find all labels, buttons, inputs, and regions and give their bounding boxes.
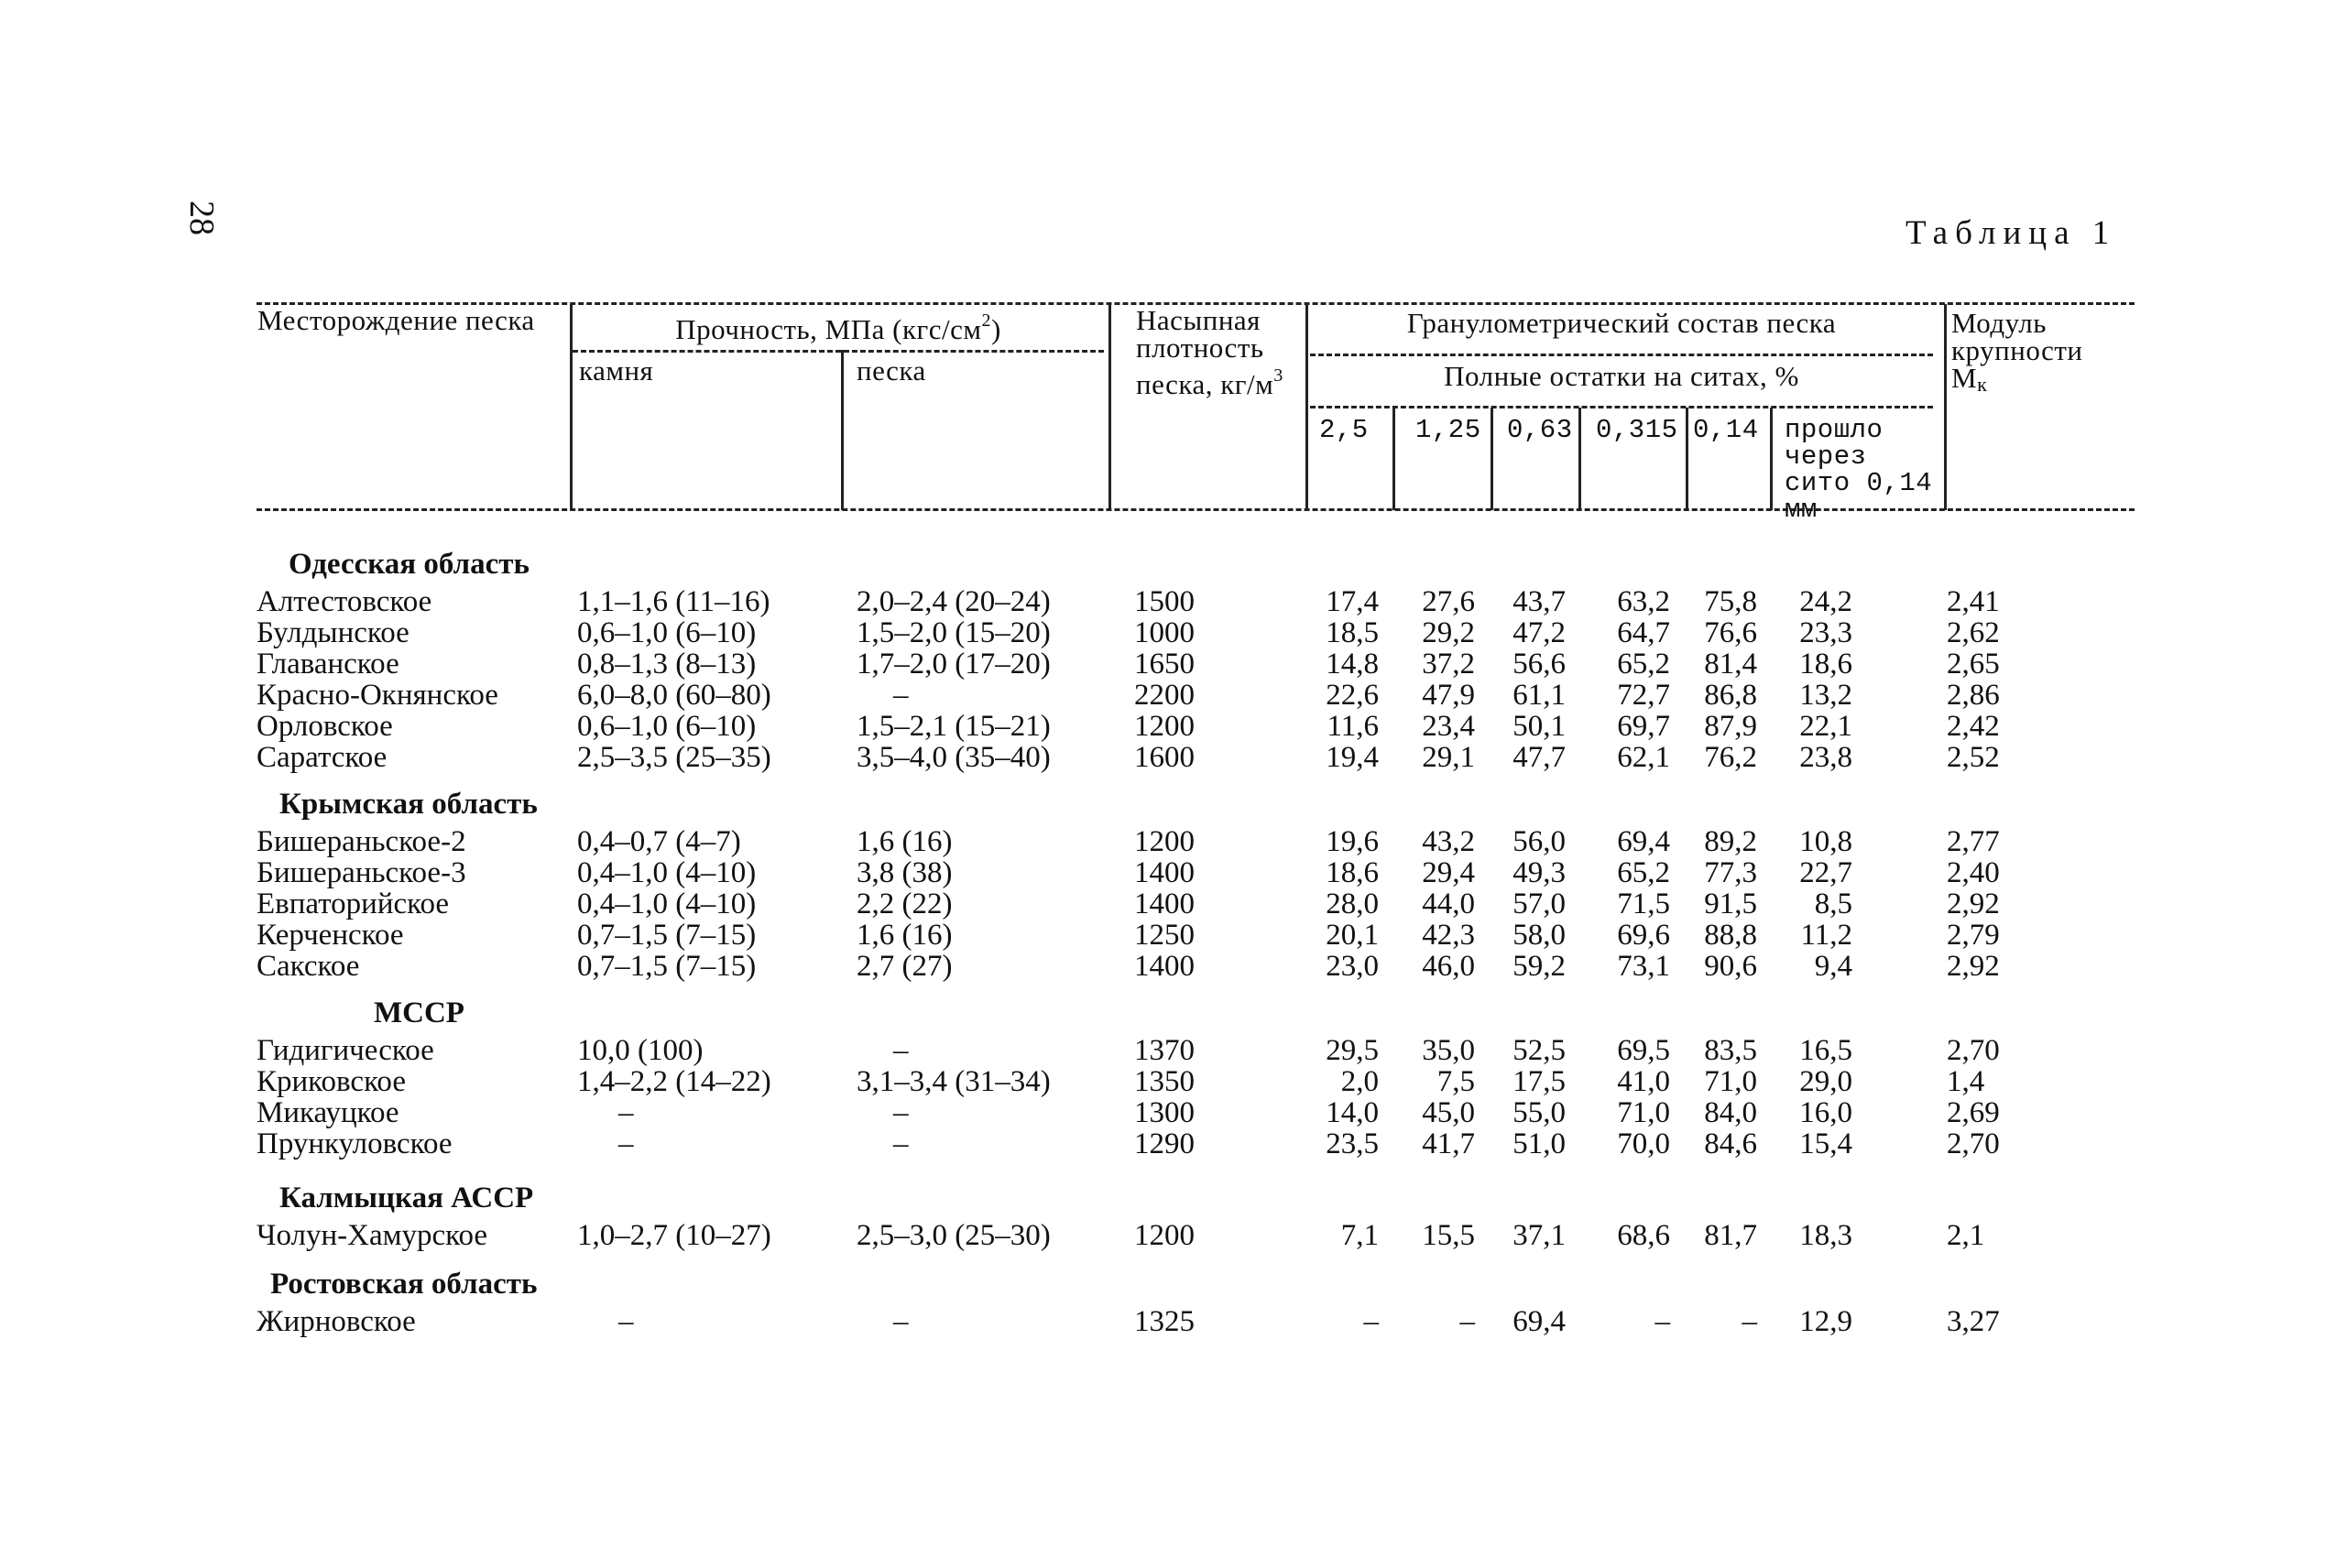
cell-s0315: 65,2 xyxy=(1617,648,1670,681)
cell-s063: 47,7 xyxy=(1512,741,1566,774)
header-sieve-1-25: 1,25 xyxy=(1415,415,1481,445)
cell-density: 1500 xyxy=(1134,585,1195,618)
cell-name: Бишераньское-2 xyxy=(257,825,466,858)
header-deposit: Месторождение песка xyxy=(257,304,535,336)
cell-name: Бишераньское-3 xyxy=(257,856,466,889)
cell-s125: 37,2 xyxy=(1422,648,1475,681)
cell-s063: 52,5 xyxy=(1512,1034,1566,1067)
cell-stone: 0,4–1,0 (4–10) xyxy=(577,856,757,889)
cell-s014: – xyxy=(1742,1305,1757,1338)
cell-stone: 6,0–8,0 (60–80) xyxy=(577,679,771,712)
cell-stone: 10,0 (100) xyxy=(577,1034,704,1067)
cell-mk: 2,86 xyxy=(1947,679,2000,712)
cell-name: Прункуловское xyxy=(257,1127,453,1160)
cell-name: Гидигическое xyxy=(257,1034,434,1067)
cell-s0315: 73,1 xyxy=(1617,950,1670,983)
cell-s063: 56,6 xyxy=(1512,648,1566,681)
cell-passed: 23,8 xyxy=(1799,741,1852,774)
cell-s0315: 69,7 xyxy=(1617,710,1670,743)
cell-stone: 0,7–1,5 (7–15) xyxy=(577,950,757,983)
cell-sand: 1,7–2,0 (17–20) xyxy=(857,648,1051,681)
cell-s125: 46,0 xyxy=(1422,950,1475,983)
cell-density: 1200 xyxy=(1134,710,1195,743)
cell-sand: 3,5–4,0 (35–40) xyxy=(857,741,1051,774)
header-sand: песка xyxy=(857,354,926,387)
cell-s014: 86,8 xyxy=(1704,679,1757,712)
cell-density: 1600 xyxy=(1134,741,1195,774)
cell-s25: 18,6 xyxy=(1326,856,1379,889)
cell-s25: 19,6 xyxy=(1326,825,1379,858)
cell-s25: 18,5 xyxy=(1326,616,1379,649)
cell-name: Криковское xyxy=(257,1065,406,1098)
cell-s125: 43,2 xyxy=(1422,825,1475,858)
cell-sand: – xyxy=(893,1127,909,1160)
cell-s125: 15,5 xyxy=(1422,1219,1475,1252)
cell-s125: 29,2 xyxy=(1422,616,1475,649)
header-sieve-0-14: 0,14 xyxy=(1693,415,1759,445)
cell-sand: – xyxy=(893,679,909,712)
cell-s063: 50,1 xyxy=(1512,710,1566,743)
cell-s25: 7,1 xyxy=(1340,1219,1379,1252)
cell-density: 1000 xyxy=(1134,616,1195,649)
cell-passed: 12,9 xyxy=(1799,1305,1852,1338)
cell-name: Сакское xyxy=(257,950,360,983)
cell-s125: 29,4 xyxy=(1422,856,1475,889)
cell-sand: 2,5–3,0 (25–30) xyxy=(857,1219,1051,1252)
cell-s0315: 68,6 xyxy=(1617,1219,1670,1252)
header-granulometric: Гранулометрический состав песка xyxy=(1406,307,1837,339)
cell-density: 1250 xyxy=(1134,919,1195,952)
cell-s014: 87,9 xyxy=(1704,710,1757,743)
cell-stone: 0,4–1,0 (4–10) xyxy=(577,887,757,920)
cell-mk: 2,70 xyxy=(1947,1034,2000,1067)
cell-s25: 14,0 xyxy=(1326,1096,1379,1129)
cell-density: 1370 xyxy=(1134,1034,1195,1067)
cell-density: 1200 xyxy=(1134,825,1195,858)
cell-s063: 37,1 xyxy=(1512,1219,1566,1252)
cell-name: Алтестовское xyxy=(257,585,432,618)
cell-s014: 91,5 xyxy=(1704,887,1757,920)
cell-s25: 22,6 xyxy=(1326,679,1379,712)
cell-passed: 23,3 xyxy=(1799,616,1852,649)
cell-s014: 77,3 xyxy=(1704,856,1757,889)
cell-s125: 29,1 xyxy=(1422,741,1475,774)
cell-sand: 2,7 (27) xyxy=(857,950,953,983)
cell-s125: 42,3 xyxy=(1422,919,1475,952)
cell-name: Орловское xyxy=(257,710,393,743)
cell-s063: 56,0 xyxy=(1512,825,1566,858)
cell-mk: 1,4 xyxy=(1947,1065,1985,1098)
cell-passed: 15,4 xyxy=(1799,1127,1852,1160)
cell-mk: 3,27 xyxy=(1947,1305,2000,1338)
cell-mk: 2,42 xyxy=(1947,710,2000,743)
cell-density: 2200 xyxy=(1134,679,1195,712)
cell-passed: 22,7 xyxy=(1799,856,1852,889)
cell-sand: 3,8 (38) xyxy=(857,856,953,889)
cell-sand: 1,6 (16) xyxy=(857,919,953,952)
cell-stone: – xyxy=(618,1127,634,1160)
cell-mk: 2,40 xyxy=(1947,856,2000,889)
cell-stone: 0,6–1,0 (6–10) xyxy=(577,710,757,743)
header-sieve-0-315: 0,315 xyxy=(1596,415,1678,445)
cell-s25: – xyxy=(1363,1305,1379,1338)
cell-density: 1350 xyxy=(1134,1065,1195,1098)
cell-s014: 84,0 xyxy=(1704,1096,1757,1129)
cell-s125: 44,0 xyxy=(1422,887,1475,920)
cell-s014: 75,8 xyxy=(1704,585,1757,618)
header-strength: Прочность, МПа $(кгс/см^2)$ xyxy=(675,310,1001,345)
cell-s125: 27,6 xyxy=(1422,585,1475,618)
region-heading: Калмыцкая АССР xyxy=(279,1181,534,1214)
cell-name: Микауцкое xyxy=(257,1096,399,1129)
cell-density: 1400 xyxy=(1134,887,1195,920)
cell-s014: 83,5 xyxy=(1704,1034,1757,1067)
cell-sand: 1,6 (16) xyxy=(857,825,953,858)
cell-s063: 69,4 xyxy=(1512,1305,1566,1338)
cell-mk: 2,52 xyxy=(1947,741,2000,774)
cell-s063: 17,5 xyxy=(1512,1065,1566,1098)
cell-s0315: 71,5 xyxy=(1617,887,1670,920)
cell-s0315: 41,0 xyxy=(1617,1065,1670,1098)
header-bulk-density: Насыпная плотность песка, $кг/м^3$ xyxy=(1136,304,1283,400)
cell-mk: 2,65 xyxy=(1947,648,2000,681)
region-heading: Крымская область xyxy=(279,788,538,821)
cell-s0315: 69,4 xyxy=(1617,825,1670,858)
cell-s063: 51,0 xyxy=(1512,1127,1566,1160)
cell-sand: – xyxy=(893,1305,909,1338)
cell-s014: 88,8 xyxy=(1704,919,1757,952)
cell-sand: 3,1–3,4 (31–34) xyxy=(857,1065,1051,1098)
cell-passed: 18,3 xyxy=(1799,1219,1852,1252)
cell-s014: 76,6 xyxy=(1704,616,1757,649)
cell-s014: 81,7 xyxy=(1704,1219,1757,1252)
header-modulus: Модуль крупности Мк xyxy=(1951,307,2083,396)
cell-density: 1290 xyxy=(1134,1127,1195,1160)
cell-stone: 1,1–1,6 (11–16) xyxy=(577,585,770,618)
cell-s0315: 65,2 xyxy=(1617,856,1670,889)
header-sieve-2-5: 2,5 xyxy=(1319,415,1369,445)
cell-s0315: 69,5 xyxy=(1617,1034,1670,1067)
cell-s063: 43,7 xyxy=(1512,585,1566,618)
cell-sand: 2,0–2,4 (20–24) xyxy=(857,585,1051,618)
header-sieve-0-63: 0,63 xyxy=(1507,415,1573,445)
cell-stone: 1,0–2,7 (10–27) xyxy=(577,1219,771,1252)
cell-s25: 28,0 xyxy=(1326,887,1379,920)
cell-s014: 81,4 xyxy=(1704,648,1757,681)
cell-s125: 41,7 xyxy=(1422,1127,1475,1160)
cell-name: Керченское xyxy=(257,919,404,952)
cell-s125: 23,4 xyxy=(1422,710,1475,743)
cell-s125: 7,5 xyxy=(1436,1065,1475,1098)
cell-mk: 2,79 xyxy=(1947,919,2000,952)
cell-sand: – xyxy=(893,1096,909,1129)
cell-passed: 11,2 xyxy=(1800,919,1852,952)
cell-s014: 89,2 xyxy=(1704,825,1757,858)
cell-stone: 0,6–1,0 (6–10) xyxy=(577,616,757,649)
cell-s014: 84,6 xyxy=(1704,1127,1757,1160)
cell-density: 1400 xyxy=(1134,950,1195,983)
cell-s0315: 64,7 xyxy=(1617,616,1670,649)
cell-s014: 71,0 xyxy=(1704,1065,1757,1098)
cell-stone: – xyxy=(618,1096,634,1129)
cell-density: 1325 xyxy=(1134,1305,1195,1338)
cell-passed: 22,1 xyxy=(1799,710,1852,743)
cell-density: 1300 xyxy=(1134,1096,1195,1129)
cell-passed: 8,5 xyxy=(1814,887,1852,920)
cell-stone: 1,4–2,2 (14–22) xyxy=(577,1065,771,1098)
cell-name: Красно-Окнянское xyxy=(257,679,498,712)
cell-stone: 0,7–1,5 (7–15) xyxy=(577,919,757,952)
cell-density: 1650 xyxy=(1134,648,1195,681)
cell-stone: 2,5–3,5 (25–35) xyxy=(577,741,771,774)
cell-stone: – xyxy=(618,1305,634,1338)
cell-name: Жирновское xyxy=(257,1305,416,1338)
cell-sand: 2,2 (22) xyxy=(857,887,953,920)
header-stone: камня xyxy=(579,354,654,387)
cell-s125: – xyxy=(1459,1305,1475,1338)
cell-s25: 19,4 xyxy=(1326,741,1379,774)
cell-name: Главанское xyxy=(257,648,399,681)
cell-s063: 55,0 xyxy=(1512,1096,1566,1129)
header-residues: Полные остатки на ситах, % xyxy=(1444,360,1799,392)
cell-s25: 11,6 xyxy=(1327,710,1379,743)
cell-s0315: 70,0 xyxy=(1617,1127,1670,1160)
cell-s0315: 62,1 xyxy=(1617,741,1670,774)
cell-passed: 16,5 xyxy=(1799,1034,1852,1067)
cell-s063: 47,2 xyxy=(1512,616,1566,649)
cell-s063: 58,0 xyxy=(1512,919,1566,952)
cell-s25: 23,5 xyxy=(1326,1127,1379,1160)
cell-s125: 47,9 xyxy=(1422,679,1475,712)
cell-s063: 49,3 xyxy=(1512,856,1566,889)
cell-s25: 2,0 xyxy=(1340,1065,1379,1098)
cell-sand: – xyxy=(893,1034,909,1067)
cell-density: 1200 xyxy=(1134,1219,1195,1252)
cell-passed: 29,0 xyxy=(1799,1065,1852,1098)
cell-sand: 1,5–2,0 (15–20) xyxy=(857,616,1051,649)
cell-s063: 61,1 xyxy=(1512,679,1566,712)
cell-s125: 45,0 xyxy=(1422,1096,1475,1129)
cell-s014: 76,2 xyxy=(1704,741,1757,774)
cell-s0315: – xyxy=(1654,1305,1670,1338)
page-number: 28 xyxy=(182,201,221,235)
table-title: Таблица 1 xyxy=(1906,214,2117,252)
region-heading: Одесская область xyxy=(289,548,530,581)
cell-s063: 57,0 xyxy=(1512,887,1566,920)
cell-mk: 2,70 xyxy=(1947,1127,2000,1160)
cell-passed: 16,0 xyxy=(1799,1096,1852,1129)
cell-passed: 18,6 xyxy=(1799,648,1852,681)
region-heading: Ростовская область xyxy=(270,1268,538,1301)
cell-s0315: 63,2 xyxy=(1617,585,1670,618)
cell-mk: 2,92 xyxy=(1947,887,2000,920)
cell-s25: 29,5 xyxy=(1326,1034,1379,1067)
cell-name: Булдынское xyxy=(257,616,410,649)
cell-mk: 2,41 xyxy=(1947,585,2000,618)
cell-passed: 9,4 xyxy=(1814,950,1852,983)
cell-s0315: 69,6 xyxy=(1617,919,1670,952)
cell-s125: 35,0 xyxy=(1422,1034,1475,1067)
cell-passed: 24,2 xyxy=(1799,585,1852,618)
header-passed: прошло через сито 0,14 мм xyxy=(1785,415,1933,525)
cell-mk: 2,62 xyxy=(1947,616,2000,649)
cell-s0315: 72,7 xyxy=(1617,679,1670,712)
cell-passed: 10,8 xyxy=(1799,825,1852,858)
cell-s25: 17,4 xyxy=(1326,585,1379,618)
cell-name: Саратское xyxy=(257,741,388,774)
cell-s0315: 71,0 xyxy=(1617,1096,1670,1129)
cell-mk: 2,69 xyxy=(1947,1096,2000,1129)
cell-s063: 59,2 xyxy=(1512,950,1566,983)
cell-sand: 1,5–2,1 (15–21) xyxy=(857,710,1051,743)
cell-s014: 90,6 xyxy=(1704,950,1757,983)
cell-mk: 2,92 xyxy=(1947,950,2000,983)
cell-passed: 13,2 xyxy=(1799,679,1852,712)
cell-name: Евпаторийское xyxy=(257,887,450,920)
cell-name: Чолун-Хамурское xyxy=(257,1219,488,1252)
cell-mk: 2,77 xyxy=(1947,825,2000,858)
cell-s25: 20,1 xyxy=(1326,919,1379,952)
cell-density: 1400 xyxy=(1134,856,1195,889)
cell-mk: 2,1 xyxy=(1947,1219,1985,1252)
cell-s25: 14,8 xyxy=(1326,648,1379,681)
cell-stone: 0,4–0,7 (4–7) xyxy=(577,825,741,858)
region-heading: МССР xyxy=(374,996,464,1029)
cell-stone: 0,8–1,3 (8–13) xyxy=(577,648,757,681)
cell-s25: 23,0 xyxy=(1326,950,1379,983)
